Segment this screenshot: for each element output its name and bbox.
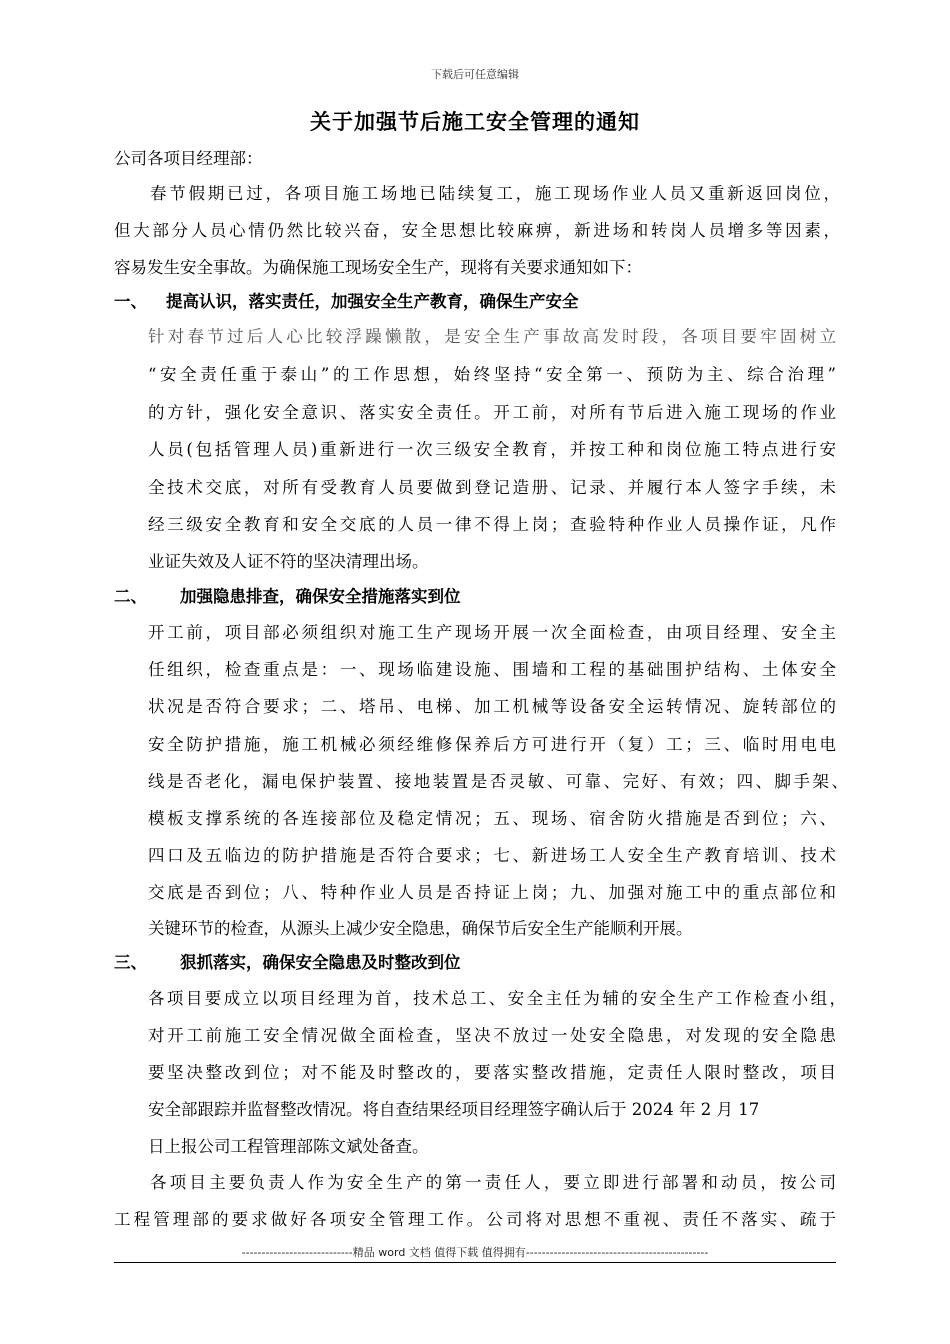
paragraph-line: 的方针，强化安全意识、落实安全责任。开工前，对所有节后进入施工现场的作业 [148, 403, 836, 422]
paragraph-line: 对开工前施工安全情况做全面检查，坚决不放过一处安全隐患，对发现的安全隐患 [148, 1026, 836, 1045]
section-heading [114, 291, 579, 313]
footer-text: ----------------------------精品 word 文档 值得下载 值得拥有---------------------------------------------- [241, 1246, 709, 1259]
paragraph-line: 经三级安全教育和安全交底的人员一律不得上岗；查验特种作业人员操作证，凡作 [148, 515, 836, 534]
paragraph-line: 日上报公司工程管理部陈文斌处备查。 [148, 1137, 429, 1156]
section-title: 加强隐患排查，确保安全措施落实到位 [180, 587, 461, 606]
paragraph-line: 安全防护措施，施工机械必须经维修保养后方可进行开（复）工；三、临时用电电 [148, 735, 836, 754]
paragraph-line: 交底是否到位；八、特种作业人员是否持证上岗；九、加强对施工中的重点部位和 [148, 883, 836, 902]
paragraph-line: 针对春节过后人心比较浮躁懒散，是安全生产事故高发时段，各项目要牢固树立 [148, 327, 836, 346]
paragraph-line: 开工前，项目部必须组织对施工生产现场开展一次全面检查，由项目经理、安全主 [148, 623, 836, 642]
footer-divider [114, 1262, 836, 1263]
paragraph-line: “安全责任重于泰山”的工作思想，始终坚持“安全第一、预防为主、综合治理” [148, 365, 836, 384]
paragraph-line: 要坚决整改到位；对不能及时整改的，要落实整改措施，定责任人限时整改，项目 [148, 1063, 836, 1082]
section-heading [114, 952, 461, 974]
paragraph-line: 四口及五临边的防护措施是否符合要求；七、新进场工人安全生产教育培训、技术 [148, 846, 836, 865]
paragraph-line: 全技术交底，对所有受教育人员要做到登记造册、记录、并履行本人签字手续，未 [148, 478, 836, 497]
section-number: 一、 [114, 292, 147, 311]
paragraph-line: 模板支撑系统的各连接部位及稳定情况；五、现场、宿舍防火措施是否到位；六、 [148, 809, 836, 828]
section-title: 狠抓落实，确保安全隐患及时整改到位 [180, 953, 461, 972]
section-heading [114, 586, 461, 608]
section-number: 三、 [114, 953, 147, 972]
intro-line: 春节假期已过，各项目施工场地已陆续复工，施工现场作业人员又重新返回岗位， [150, 184, 840, 203]
paragraph-line: 人员(包括管理人员)重新进行一次三级安全教育，并按工种和岗位施工特点进行安 [148, 440, 836, 459]
section-number: 二、 [114, 587, 147, 606]
closing-line: 各项目主要负责人作为安全生产的第一责任人，要立即进行部署和动员，按公司 [150, 1173, 836, 1192]
paragraph-line: 关键环节的检查，从源头上减少安全隐患，确保节后安全生产能顺利开展。 [148, 919, 693, 938]
closing-line: 工程管理部的要求做好各项安全管理工作。公司将对思想不重视、责任不落实、疏于 [114, 1210, 836, 1229]
intro-line: 容易发生安全事故。为确保施工现场安全生产，现将有关要求通知如下： [114, 258, 642, 277]
paragraph-line: 安全部跟踪并监督整改情况。将自查结果经项目经理签字确认后于 2024 年 2 月 17 [148, 1100, 760, 1119]
paragraph-line: 各项目要成立以项目经理为首，技术总工、安全主任为辅的安全生产工作检查小组， [148, 989, 846, 1008]
section-title: 提高认识，落实责任，加强安全生产教育，确保生产安全 [166, 292, 579, 311]
header-note: 下载后可任意编辑 [431, 68, 519, 81]
paragraph-line: 线是否老化，漏电保护装置、接地装置是否灵敏、可靠、完好、有效；四、脚手架、 [148, 772, 848, 791]
salutation: 公司各项目经理部： [114, 149, 263, 168]
intro-line: 但大部分人员心情仍然比较兴奋，安全思想比较麻痹，新进场和转岗人员增多等因素， [114, 221, 840, 240]
paragraph-line: 业证失效及人证不符的坚决清理出场。 [148, 552, 429, 571]
page-title: 关于加强节后施工安全管理的通知 [310, 109, 640, 134]
paragraph-line: 状况是否符合要求；二、塔吊、电梯、加工机械等设备安全运转情况、旋转部位的 [148, 697, 836, 716]
paragraph-line: 任组织，检查重点是：一、现场临建设施、围墙和工程的基础围护结构、土体安全 [148, 660, 836, 679]
